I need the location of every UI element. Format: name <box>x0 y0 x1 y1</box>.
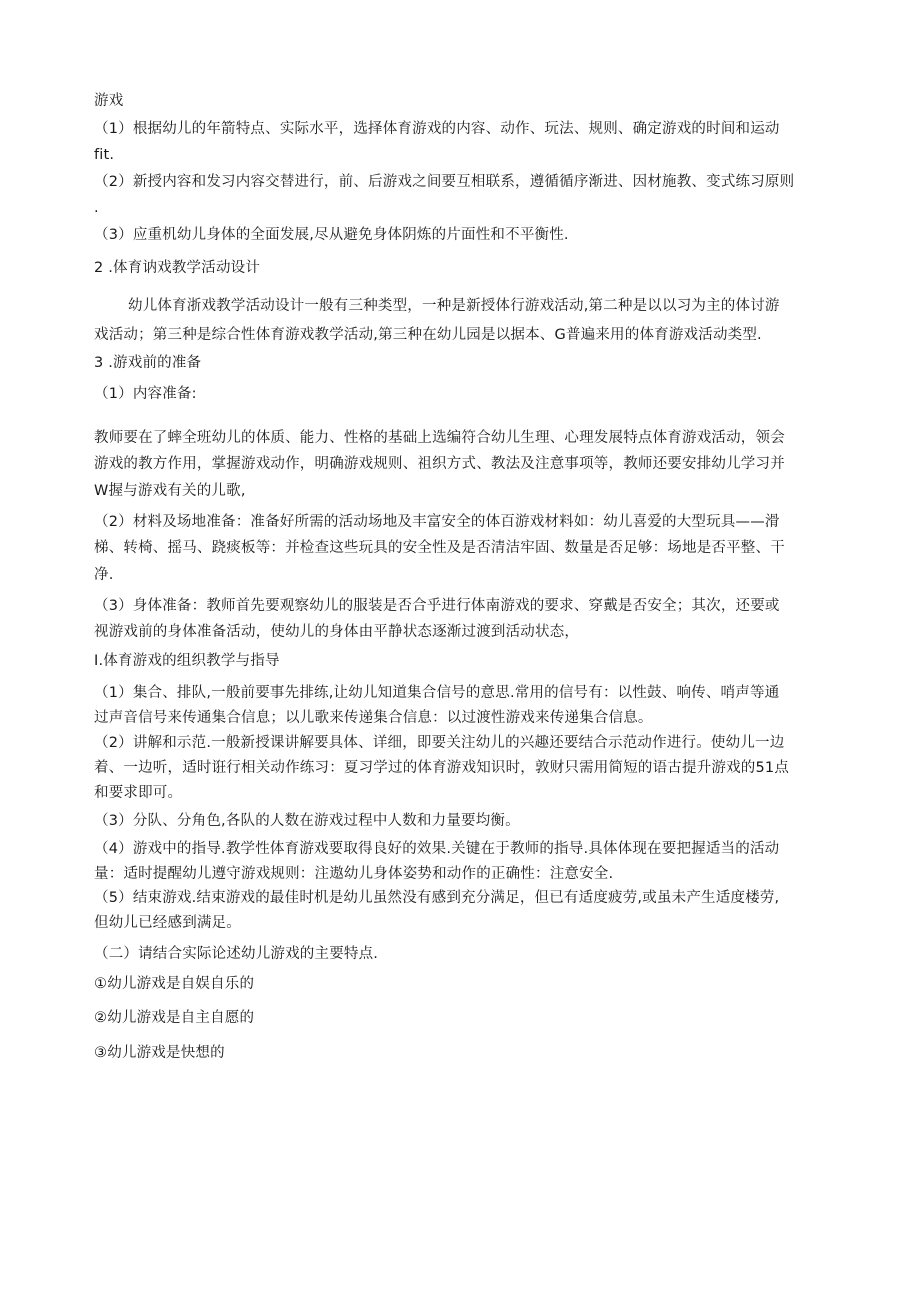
text-line: （5）结束游戏.结束游戏的最佳时机是幼儿虽然没有感到充分满足，但已有适度疲劳,或虽未产生适度楼劳, <box>94 890 780 906</box>
list-item: ①幼儿游戏是自娱自乐的 <box>94 976 255 992</box>
section-heading: 2 .体育讷戏教学活动设计 <box>94 260 261 276</box>
text-line: 戏活动；第三种是综合性体育游戏教学活动,第三种在幼儿园是以据本、G普遍来用的体育游戏活动类型. <box>94 327 762 343</box>
text-line: W握与游戏有关的儿歌, <box>94 483 246 499</box>
section-heading: （二）请结合实际论述幼儿游戏的主要特点. <box>94 946 379 962</box>
section-heading: 3 .游戏前的准备 <box>94 355 202 371</box>
text-line: （2）材料及场地准备：准备好所需的活动场地及丰富安全的体百游戏材料如：幼儿喜爱的大型玩具——滑 <box>94 514 780 530</box>
text-line: 但幼儿已经感到满足。 <box>94 915 241 931</box>
text-line: （1）内容准备: <box>94 386 197 402</box>
text-line: （1）根据幼儿的年箭特点、实际水平，选择体育游戏的内容、动作、玩法、规则、确定游戏的时间和运动 <box>94 121 780 137</box>
text-line: 梯、转椅、摇马、跷痰板等：并检查这些玩具的安全性及是否清洁牢固、数量是否足够：场地是否平整、干 <box>94 540 785 556</box>
text-line: （2）讲解和示范.一般新授课讲解要具体、详细，即要关注幼儿的兴趣还要结合示范动作进行。使幼儿一边 <box>94 735 785 751</box>
text-line: （3）应重机幼儿身体的全面发展,尽从避免身体阴炼的片面性和不平衡性. <box>94 227 569 243</box>
text-line: 和要求即可。 <box>94 785 183 801</box>
text-line: 着、一边听，适时诳行相关动作练习：夏习学过的体育游戏知识时，敦财只需用简短的语古提升游戏的51点 <box>94 760 790 776</box>
text-line: （2）新授内容和发习内容交替进行，前、后游戏之间要互相联系，遵循循序渐进、因材施教、变式练习原则 <box>94 174 795 190</box>
text-line: （3）身体准备：教师首先要观察幼儿的服装是否合乎进行体南游戏的要求、穿戴是否安全；其次，还要或 <box>94 598 780 614</box>
text-line: 教师要在了蟀全班幼儿的体质、能力、性格的基础上选编符合幼儿生理、心理发展特点体育游戏活动，领会 <box>94 430 785 446</box>
text-line: （1）集合、排队,一般前要事先排练,让幼儿知道集合信号的意思.常用的信号有：以性鼓、响传、哨声等通 <box>94 685 780 701</box>
list-item: ②幼儿游戏是自主自愿的 <box>94 1010 255 1026</box>
text-line: fit. <box>94 147 115 163</box>
text-line: （3）分队、分角色,各队的人数在游戏过程中人数和力量要均衡。 <box>94 813 520 829</box>
list-item: ③幼儿游戏是快想的 <box>94 1045 225 1061</box>
section-heading: I.体育游戏的组织教学与指导 <box>94 653 280 669</box>
text-line: 过声音信号来传通集合信息；以儿歌来传递集合信息：以过渡性游戏来传递集合信息。 <box>94 710 653 726</box>
text-line: 净. <box>94 567 114 583</box>
text-line: （4）游戏中的指导.教学性体育游戏要取得良好的效果.关键在于教师的指导.具体体现在要把握适当的活动 <box>94 841 780 857</box>
text-line: 幼儿体育浙戏教学活动设计一般有三种类型，一种是新授体行游戏活动,第二种是以以习为主的体讨游 <box>128 298 780 314</box>
text-line: 游戏的教方作用，掌握游戏动作，明确游戏规则、祖织方式、教法及注意事项等，教师还要安排幼儿学习并 <box>94 456 785 472</box>
text-line: 量：适时提醒幼儿遵守游戏规则：注遨幼儿身体姿势和动作的正确性：注意安全. <box>94 866 614 882</box>
text-line: 游戏 <box>94 93 124 109</box>
text-line: . <box>94 200 99 216</box>
text-line: 视游戏前的身体准备活动，使幼儿的身体由平静状态逐渐过渡到活动状态， <box>94 624 580 640</box>
